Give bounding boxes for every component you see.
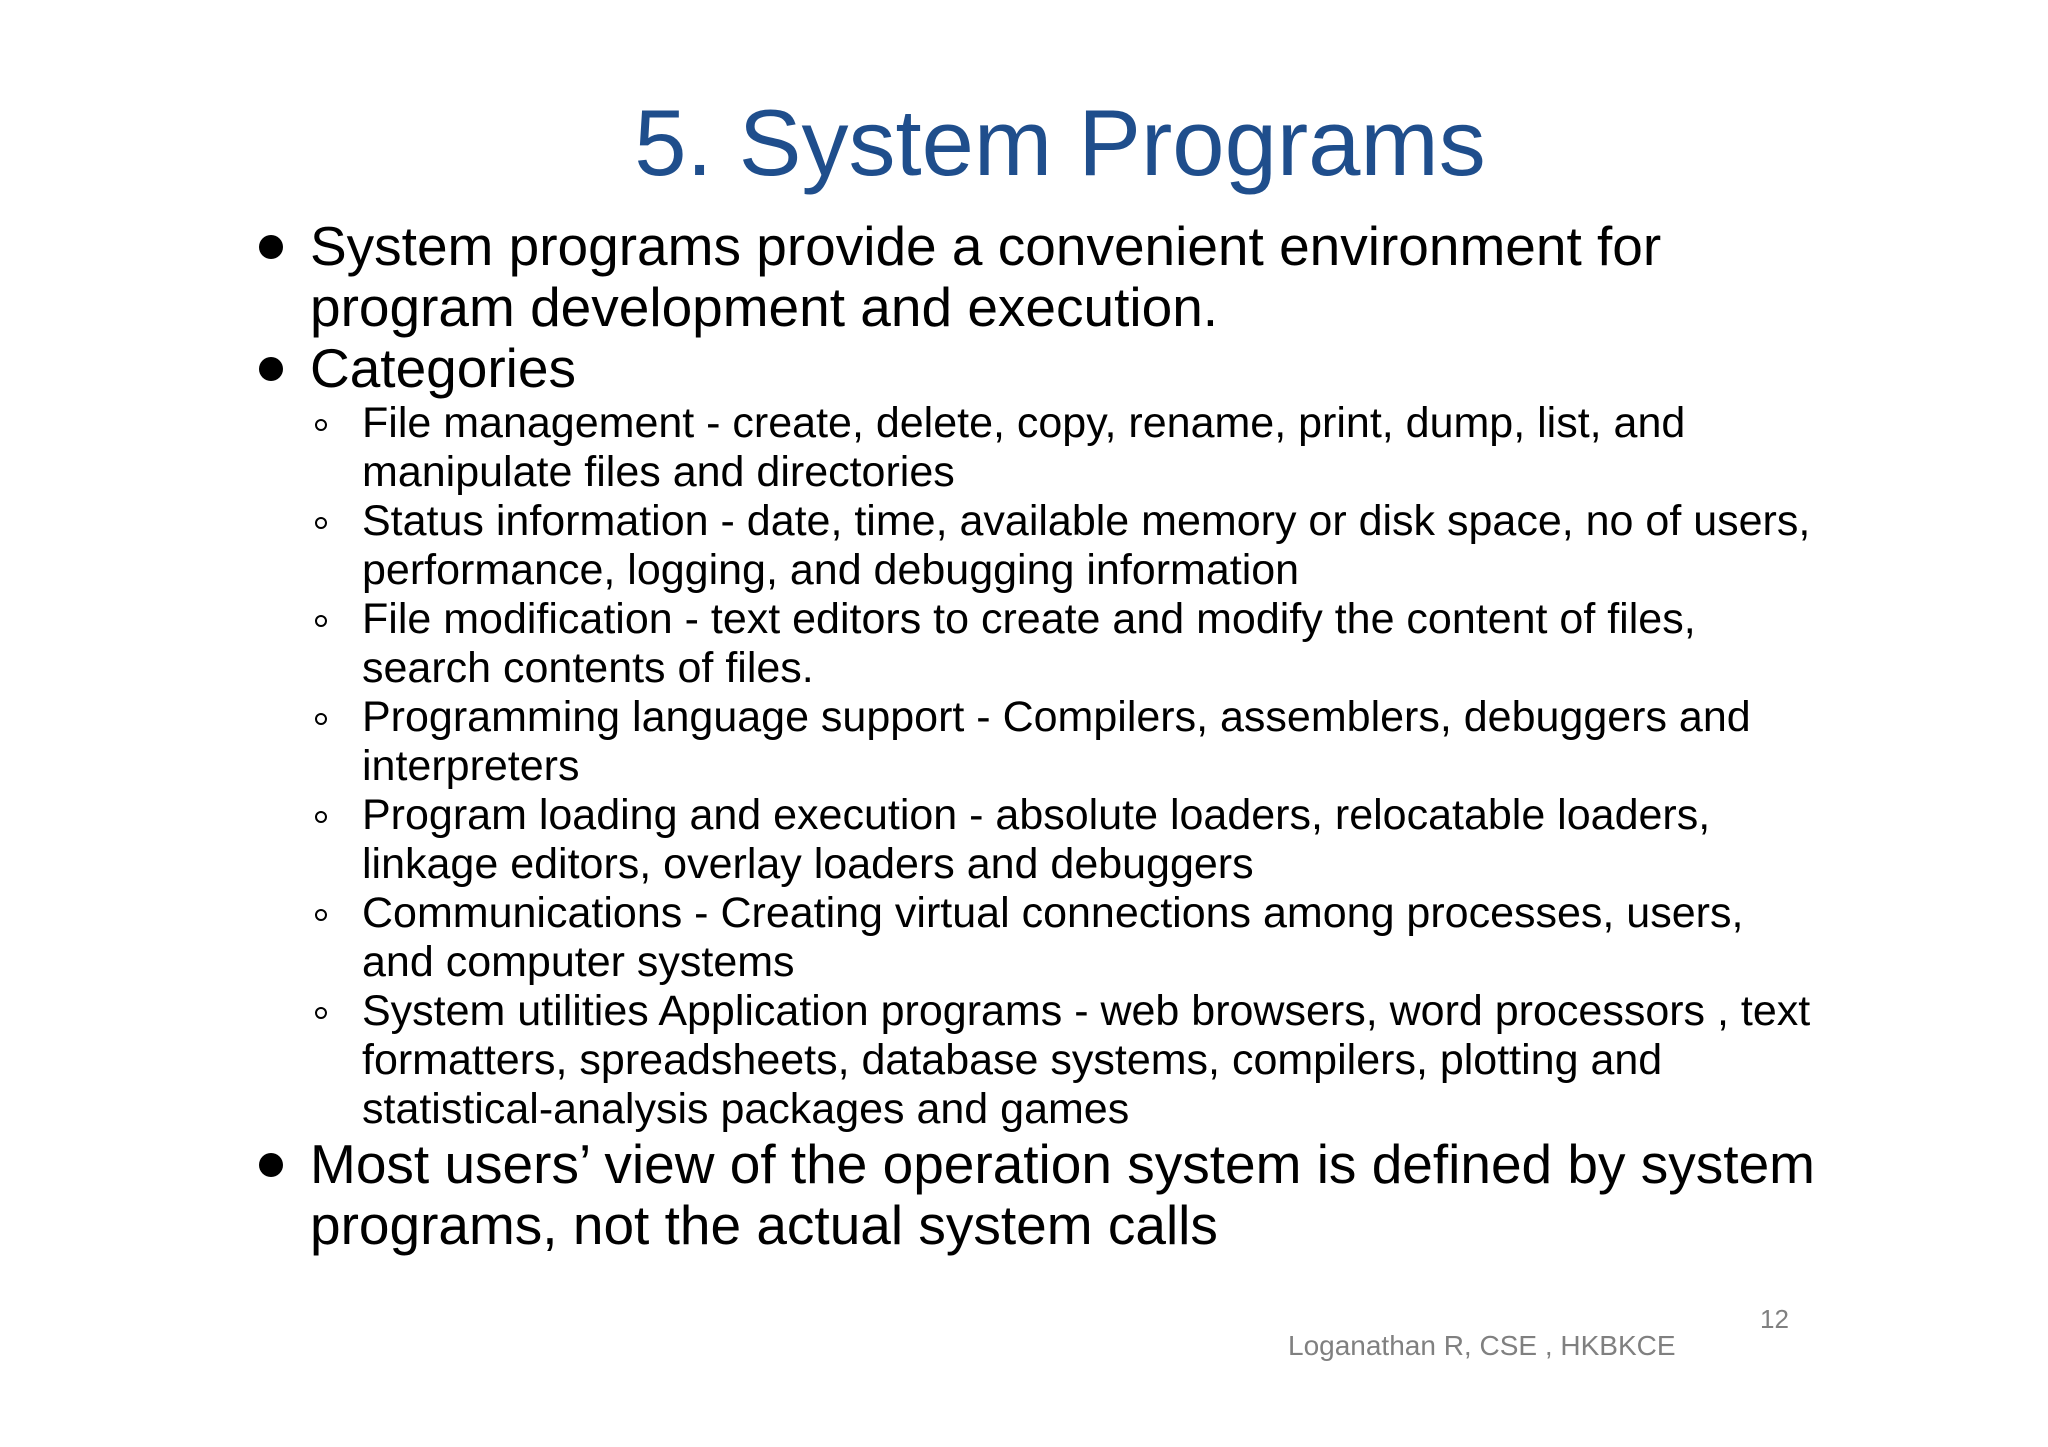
bullet-item-users-view <box>255 1134 1815 1256</box>
footer-author: Loganathan R, CSE , HKBKCE <box>1288 1330 1676 1361</box>
bullet-text: Categories <box>310 337 576 399</box>
sub-bullet-text: File management - create, delete, copy, rename, print, dump, list, and manipulate files and directories <box>362 399 1686 496</box>
ring-bullet-icon <box>315 615 327 627</box>
bullet-dot-icon <box>259 1153 283 1177</box>
ring-bullet-icon <box>315 909 327 921</box>
sub-bullet-text: Program loading and execution - absolute loaders, relocatable loaders, linkage editors, overlay loaders and debuggers <box>362 791 1711 888</box>
sub-bullet-status-information <box>310 497 1815 595</box>
page-number: 12 <box>1760 1304 1789 1334</box>
bullet-text: Most users’ view of the operation system is defined by system programs, not the actual system calls <box>310 1133 1815 1256</box>
sub-bullet-file-modification <box>310 595 1815 693</box>
sub-bullet-text: File modification - text editors to create and modify the content of files, search contents of files. <box>362 595 1696 692</box>
slide-title: 5. System Programs <box>634 90 1486 195</box>
sub-bullet-communications <box>310 889 1815 987</box>
sub-bullet-program-loading <box>310 791 1815 889</box>
bullet-item-categories <box>255 338 1815 1134</box>
sub-bullet-text: System utilities Application programs - web browsers, word processors , text formatters, spreadsheets, database systems, compilers, plotting and statistical-analysis packages and games <box>362 987 1811 1133</box>
categories-sublist <box>255 399 1815 1134</box>
sub-bullet-text: Communications - Creating virtual connections among processes, users, and computer systems <box>362 889 1744 986</box>
sub-bullet-file-management <box>310 399 1815 497</box>
sub-bullet-system-utilities <box>310 987 1815 1134</box>
bullet-list <box>255 216 1815 1256</box>
sub-bullet-text: Status information - date, time, available memory or disk space, no of users, performance, logging, and debugging information <box>362 497 1811 594</box>
bullet-dot-icon <box>259 235 283 259</box>
ring-bullet-icon <box>315 1007 327 1019</box>
ring-bullet-icon <box>315 517 327 529</box>
sub-bullet-text: Programming language support - Compilers, assemblers, debuggers and interpreters <box>362 693 1751 790</box>
sub-bullet-programming-language-support <box>310 693 1815 791</box>
ring-bullet-icon <box>315 713 327 725</box>
ring-bullet-icon <box>315 419 327 431</box>
bullet-item-system-programs <box>255 216 1815 338</box>
bullet-dot-icon <box>259 357 283 381</box>
ring-bullet-icon <box>315 811 327 823</box>
bullet-text: System programs provide a convenient environment for program development and execution. <box>310 215 1662 338</box>
